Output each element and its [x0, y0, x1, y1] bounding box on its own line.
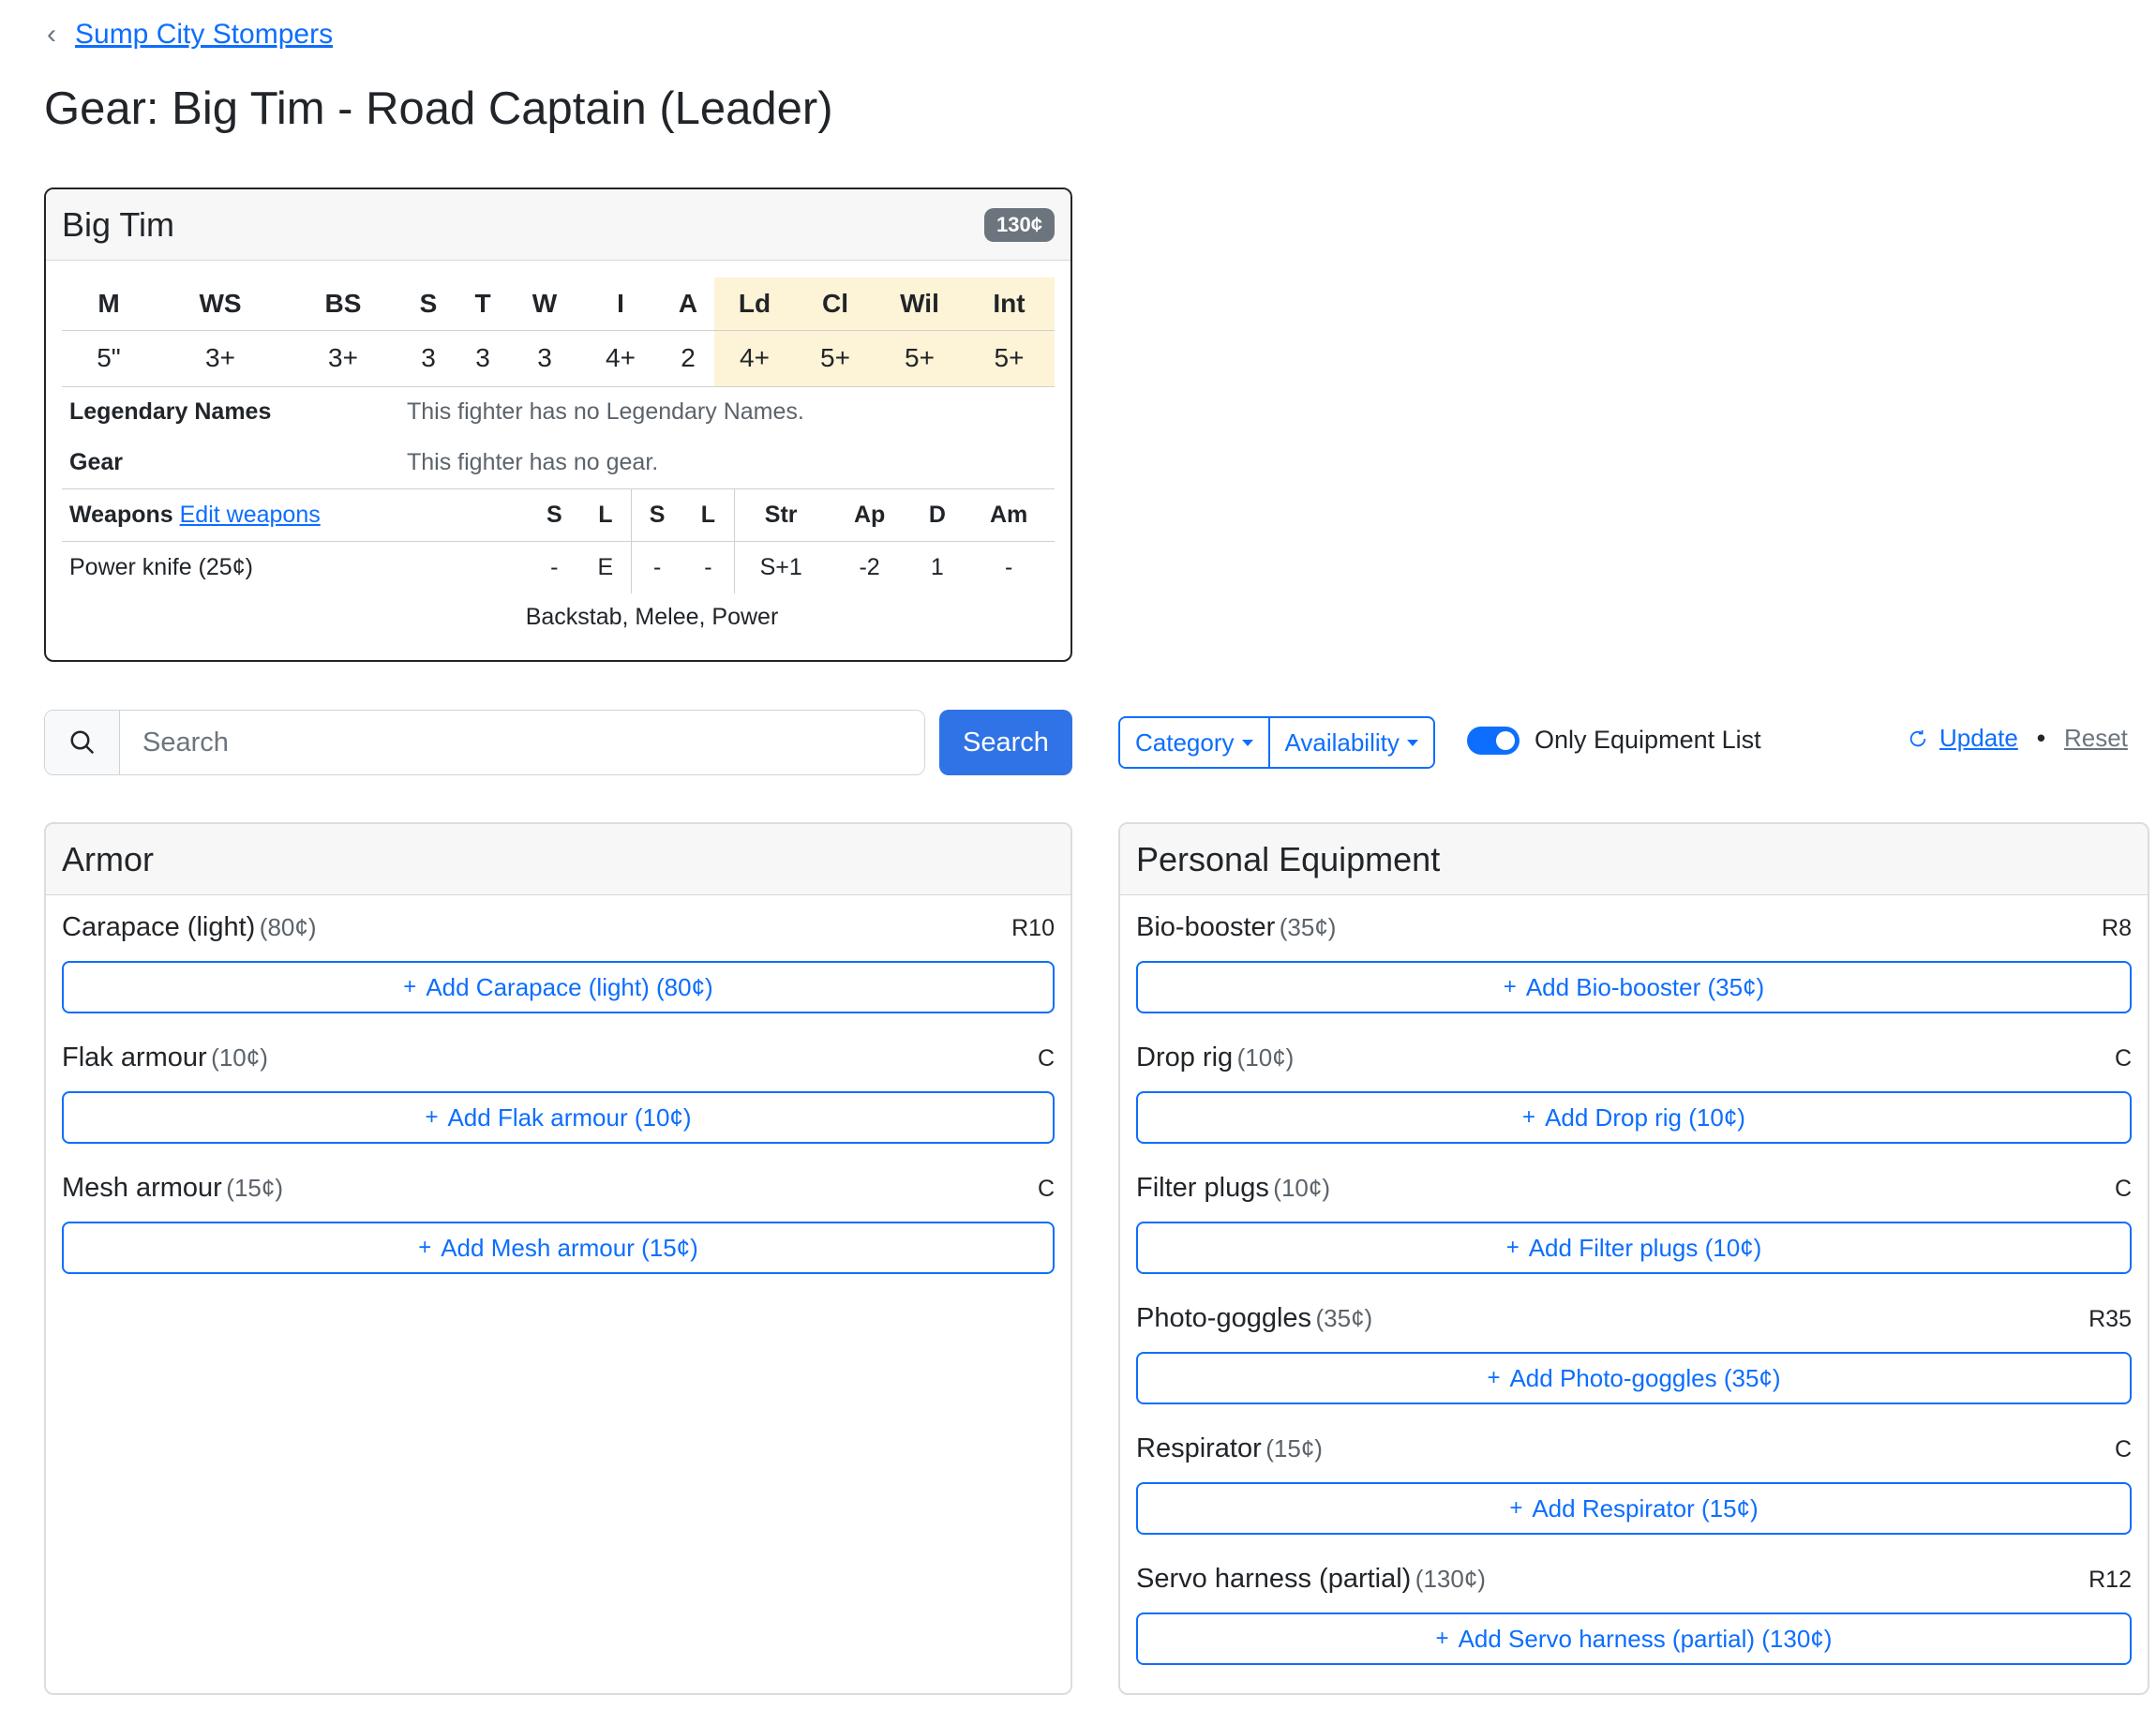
search-button[interactable]: Search: [939, 710, 1072, 775]
plus-icon: +: [1487, 1365, 1501, 1390]
item-price: (10¢): [1236, 1043, 1295, 1072]
plus-icon: +: [1505, 1235, 1520, 1260]
gear-row: [62, 438, 1055, 488]
item-price: (35¢): [1315, 1304, 1373, 1332]
add-item-button[interactable]: [62, 1222, 1055, 1274]
stat-header: BS: [285, 278, 401, 330]
weapon-header: Str: [734, 488, 828, 541]
search-icon: [45, 711, 120, 774]
stat-value: 5+: [876, 330, 964, 386]
weapon-value: -: [1004, 553, 1013, 580]
stat-header: WS: [156, 278, 285, 330]
equipment-item: [1136, 1286, 2132, 1417]
add-item-label: Add Photo-goggles (35¢): [1509, 1363, 1781, 1392]
equipment-item: [1136, 895, 2132, 1026]
stat-value: 4+: [579, 330, 662, 386]
item-rarity: R10: [1011, 915, 1055, 941]
stats-header-row: [62, 278, 1055, 330]
separator-dot: •: [2036, 724, 2045, 752]
stat-value: 3: [510, 330, 579, 386]
item-price: (80¢): [259, 913, 317, 941]
stat-value: 4+: [714, 330, 795, 386]
item-price: (35¢): [1279, 913, 1337, 941]
breadcrumb: [47, 19, 333, 51]
add-item-label: Add Flak armour (10¢): [447, 1102, 692, 1132]
item-price: (10¢): [211, 1043, 268, 1072]
equipment-list-toggle-label: Only Equipment List: [1535, 726, 1761, 754]
refresh-icon: [1908, 728, 1928, 749]
stats-value-row: [62, 330, 1055, 386]
add-item-label: Add Servo harness (partial) (130¢): [1458, 1624, 1833, 1653]
equipment-item: [62, 1156, 1055, 1286]
reset-link[interactable]: Reset: [2063, 724, 2128, 752]
weapon-value: -: [704, 553, 712, 580]
weapon-header: D: [928, 501, 946, 528]
back-link[interactable]: Sump City Stompers: [75, 19, 334, 50]
weapon-header: S: [546, 501, 562, 528]
fighter-card: [44, 188, 1072, 662]
item-name: Photo-goggles: [1136, 1303, 1312, 1333]
armor-card: [44, 822, 1072, 1695]
weapons-header-row: [62, 488, 1055, 541]
weapon-header: L: [700, 501, 716, 528]
plus-icon: +: [1503, 974, 1517, 999]
fighter-card-body: [46, 278, 1071, 640]
category-label: Category: [1135, 728, 1235, 757]
item-name: Mesh armour: [62, 1173, 222, 1203]
weapons-label: Weapons: [69, 501, 173, 528]
stat-header: I: [579, 278, 662, 330]
weapon-value: -: [550, 553, 559, 580]
edit-weapons-link[interactable]: Edit weapons: [179, 501, 321, 528]
stat-value: 5+: [795, 330, 876, 386]
item-name: Respirator: [1136, 1433, 1262, 1463]
item-rarity: C: [1037, 1045, 1055, 1072]
personal-equipment-card-body: [1120, 895, 2148, 1677]
plus-icon: +: [1509, 1495, 1523, 1521]
item-rarity: C: [2114, 1176, 2132, 1202]
availability-label: Availability: [1284, 728, 1400, 757]
add-item-button[interactable]: [1136, 1482, 2132, 1535]
gear-value: This fighter has no gear.: [407, 449, 659, 475]
add-item-button[interactable]: [62, 1091, 1055, 1144]
add-item-label: Add Drop rig (10¢): [1545, 1102, 1745, 1132]
add-item-label: Add Carapace (light) (80¢): [426, 972, 713, 1001]
stat-value: 3: [401, 330, 456, 386]
armor-card-body: [46, 895, 1071, 1286]
plus-icon: +: [403, 974, 417, 999]
item-name: Filter plugs: [1136, 1173, 1269, 1203]
equipment-item: [62, 1026, 1055, 1156]
armor-card-header: Armor: [46, 824, 1071, 895]
cost-badge: 130¢: [984, 208, 1055, 242]
stat-header: A: [662, 278, 714, 330]
weapon-value: -: [631, 541, 682, 593]
stat-header: S: [401, 278, 456, 330]
weapons-header: [62, 488, 529, 541]
legendary-names-label: Legendary Names: [69, 398, 272, 425]
caret-down-icon: [1242, 740, 1253, 746]
weapon-traits: Backstab, Melee, Power: [525, 604, 779, 630]
gear-label: Gear: [69, 449, 123, 475]
fighter-name: Big Tim: [62, 204, 175, 244]
item-price: (130¢): [1415, 1565, 1486, 1593]
item-rarity: R35: [2089, 1306, 2132, 1332]
item-price: (15¢): [1265, 1434, 1323, 1462]
stat-header: Ld: [714, 278, 795, 330]
availability-dropdown[interactable]: [1268, 718, 1433, 767]
stat-header: Wil: [876, 278, 964, 330]
add-item-label: Add Bio-booster (35¢): [1525, 972, 1765, 1001]
stat-header: W: [510, 278, 579, 330]
search-group: [44, 710, 925, 775]
add-item-button[interactable]: [1136, 1091, 2132, 1144]
stats-table: [62, 278, 1055, 387]
item-name: Carapace (light): [62, 912, 256, 942]
plus-icon: +: [1522, 1104, 1536, 1130]
item-price: (15¢): [226, 1174, 283, 1202]
weapon-value: 1: [930, 553, 944, 580]
weapon-row: [62, 541, 1055, 593]
equipment-list-toggle-group: [1467, 726, 1761, 755]
caret-down-icon: [1407, 740, 1418, 746]
equipment-list-toggle[interactable]: [1467, 727, 1520, 755]
weapon-header: Ap: [853, 501, 886, 528]
equipment-item: [62, 895, 1055, 1026]
personal-equipment-card-header: Personal Equipment: [1120, 824, 2148, 895]
weapon-header: S: [631, 488, 682, 541]
stat-value: 5": [62, 330, 156, 386]
filter-button-group: [1118, 716, 1435, 769]
plus-icon: +: [418, 1235, 432, 1260]
weapon-header: Am: [989, 501, 1028, 528]
equipment-item: [1136, 1547, 2132, 1677]
item-name: Servo harness (partial): [1136, 1564, 1412, 1594]
plus-icon: +: [1435, 1626, 1449, 1651]
item-rarity: C: [1037, 1176, 1055, 1202]
weapon-value: S+1: [734, 541, 828, 593]
stat-header: Int: [964, 278, 1055, 330]
item-rarity: C: [2114, 1045, 2132, 1072]
add-item-button[interactable]: [62, 961, 1055, 1013]
search-input[interactable]: [120, 711, 924, 774]
category-dropdown[interactable]: [1120, 718, 1268, 767]
toggle-knob: [1496, 731, 1515, 750]
stat-header: M: [62, 278, 156, 330]
weapon-name: Power knife (25¢): [69, 553, 253, 580]
stat-value: 2: [662, 330, 714, 386]
update-link[interactable]: Update: [1939, 724, 2018, 752]
plus-icon: +: [425, 1104, 439, 1130]
add-item-label: Add Filter plugs (10¢): [1528, 1233, 1762, 1262]
page-title: Gear: Big Tim - Road Captain (Leader): [44, 83, 833, 134]
weapon-header: L: [598, 501, 613, 528]
equipment-item: [1136, 1417, 2132, 1547]
personal-equipment-card: [1118, 822, 2149, 1695]
item-name: Drop rig: [1136, 1042, 1234, 1072]
fighter-card-header: [46, 189, 1071, 261]
stat-header: T: [456, 278, 510, 330]
add-item-button[interactable]: [1136, 1222, 2132, 1274]
item-name: Flak armour: [62, 1042, 207, 1072]
stat-header: Cl: [795, 278, 876, 330]
equipment-item: [1136, 1156, 2132, 1286]
weapon-value: -2: [859, 553, 880, 580]
add-item-label: Add Mesh armour (15¢): [441, 1233, 698, 1262]
update-reset-group: [1908, 724, 2128, 753]
item-rarity: R12: [2089, 1567, 2132, 1593]
legendary-names-row: [62, 387, 1055, 438]
item-name: Bio-booster: [1136, 912, 1276, 942]
legendary-names-value: This fighter has no Legendary Names.: [407, 398, 804, 425]
equipment-item: [1136, 1026, 2132, 1156]
add-item-button[interactable]: [1136, 1612, 2132, 1665]
add-item-button[interactable]: [1136, 961, 2132, 1013]
item-rarity: C: [2114, 1436, 2132, 1462]
add-item-button[interactable]: [1136, 1352, 2132, 1404]
add-item-label: Add Respirator (15¢): [1532, 1493, 1759, 1522]
stat-value: 3+: [285, 330, 401, 386]
weapon-value: E: [597, 553, 614, 580]
item-price: (10¢): [1273, 1174, 1330, 1202]
stat-value: 3: [456, 330, 510, 386]
stat-value: 5+: [964, 330, 1055, 386]
weapons-table: [62, 488, 1055, 594]
chevron-left-icon[interactable]: ‹: [47, 19, 56, 50]
stat-value: 3+: [156, 330, 285, 386]
item-rarity: R8: [2102, 915, 2132, 941]
